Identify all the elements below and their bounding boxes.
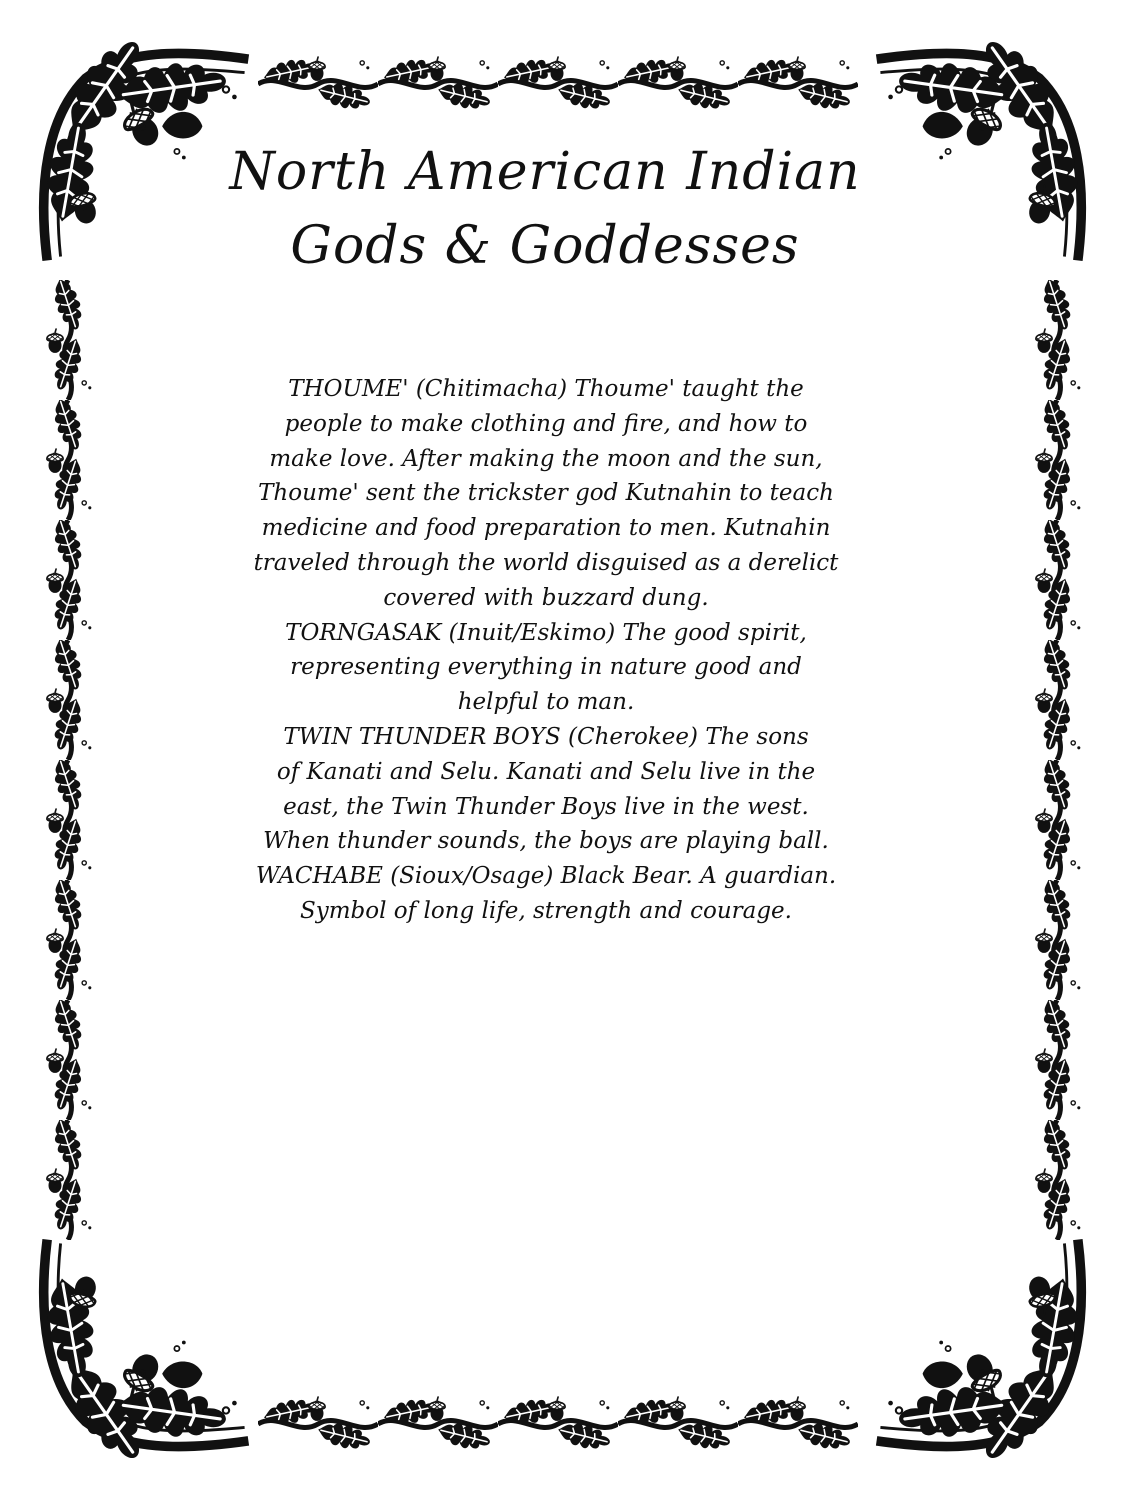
border-vine-segment [498, 1395, 618, 1454]
border-vine-segment [47, 755, 91, 880]
text-line: people to make clothing and fire, and how to [284, 410, 808, 437]
border-vine-segment [47, 875, 91, 1000]
border-vine-segment [738, 1395, 858, 1454]
text-line: When thunder sounds, the boys are playing ball. [263, 828, 829, 855]
text-line: representing everything in nature good and [290, 654, 802, 681]
border-vine-segment [1036, 875, 1080, 1000]
border-vine-segment [1036, 635, 1080, 760]
border-vine-segment [1036, 995, 1080, 1120]
border-vine-segment [1036, 515, 1080, 640]
text-line: Thoume' sent the trickster god Kutnahin to teach [258, 480, 834, 507]
text-line: covered with buzzard dung. [383, 584, 709, 611]
border-vine-segment [258, 55, 378, 114]
text-line: east, the Twin Thunder Boys live in the west. [283, 793, 809, 820]
border-vine-segment [378, 55, 498, 114]
border-vine-segment [47, 995, 91, 1120]
text-line: THOUME' (Chitimacha) Thoume' taught the [288, 376, 804, 402]
border-vine-segment [618, 1395, 738, 1454]
border-vine-segment [378, 1395, 498, 1454]
text-line: WACHABE (Sioux/Osage) Black Bear. A guardian. [255, 863, 837, 890]
border-vine-segment [47, 515, 91, 640]
text-line: make love. After making the moon and the sun, [269, 445, 823, 472]
border-vine-segment [1036, 395, 1080, 520]
border-vine-segment [618, 55, 738, 114]
border-vine-segment [1036, 275, 1080, 400]
text-line: medicine and food preparation to men. Kutnahin [261, 515, 831, 542]
border-vine-segment [258, 1395, 378, 1454]
border-vine-segment [738, 55, 858, 114]
page-title-line-1: North American Indian [229, 142, 861, 202]
border-vine-segment [47, 635, 91, 760]
page-title-line-2: Gods & Goddesses [290, 216, 800, 276]
text-line: TWIN THUNDER BOYS (Cherokee) The sons [283, 723, 809, 750]
text-line: TORNGASAK (Inuit/Eskimo) The good spirit, [285, 619, 807, 646]
border-vine-segment [47, 275, 91, 400]
text-line: helpful to man. [457, 689, 635, 716]
border-vine-segment [47, 395, 91, 520]
text-line: traveled through the world disguised as a derelict [253, 549, 839, 576]
text-line: Symbol of long life, strength and courage. [300, 897, 792, 924]
text-line: of Kanati and Selu. Kanati and Selu live in the [276, 758, 816, 785]
border-vine-segment [47, 1115, 91, 1240]
border-vine-segment [1036, 755, 1080, 880]
deity-descriptions [196, 372, 896, 929]
border-vine-segment [498, 55, 618, 114]
border-vine-segment [1036, 1115, 1080, 1240]
